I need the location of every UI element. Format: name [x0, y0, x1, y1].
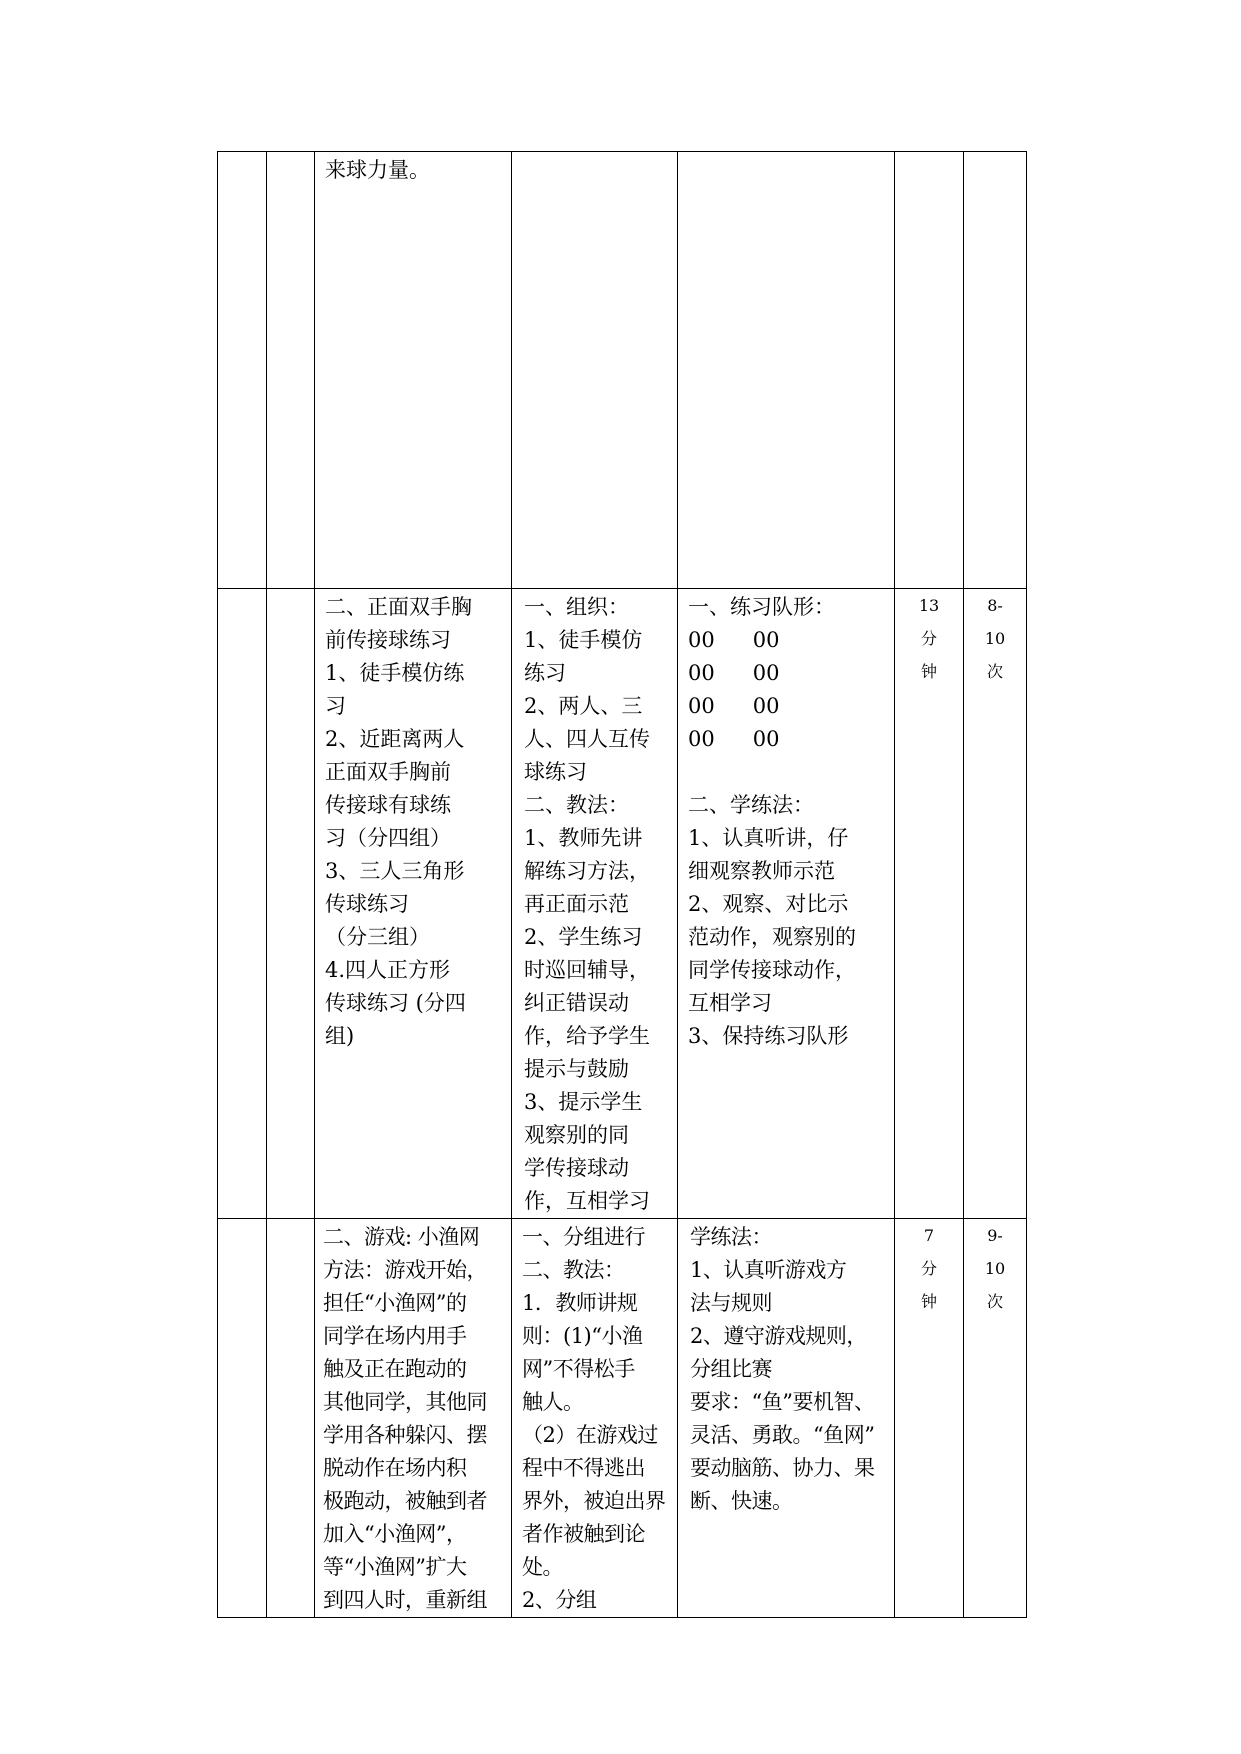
content-line: 传接球有球练 — [325, 793, 451, 817]
lesson-plan-table — [217, 151, 1027, 1618]
learning-line: 断、快速。 — [690, 1489, 793, 1513]
organization-line: 球练习 — [524, 760, 587, 784]
organization-line: 作，给予学生 — [524, 1024, 650, 1048]
content-line: 正面双手胸前 — [325, 760, 451, 784]
time-line: 分 — [920, 629, 937, 648]
organization-line: （2）在游戏过 — [522, 1423, 658, 1447]
organization-line: 界外，被迫出界 — [522, 1489, 666, 1513]
content-line: 学用各种躲闪、摆 — [323, 1423, 487, 1447]
organization-cell — [512, 589, 678, 1219]
organization-line: 再正面示范 — [524, 892, 629, 916]
count-line: 次 — [986, 662, 1003, 681]
section-cell — [218, 1219, 267, 1618]
formation-pair: 00 — [752, 628, 780, 652]
organization-line: 处。 — [522, 1555, 563, 1579]
learning-line: 要求：“鱼”要机智、 — [690, 1390, 875, 1414]
organization-line: 一、分组进行 — [522, 1225, 645, 1249]
learning-line: 灵活、勇敢。“鱼网” — [690, 1423, 875, 1447]
organization-line: 解练习方法， — [524, 859, 650, 883]
learning-line: 1、认真听讲，仔 — [688, 826, 849, 850]
time-cell — [895, 589, 964, 1219]
content-line: 等“小渔网”扩大 — [323, 1555, 467, 1579]
organization-cell — [512, 1219, 678, 1618]
content-line: 担任“小渔网”的 — [323, 1291, 467, 1315]
section-cell — [218, 152, 267, 589]
content-line: 组) — [325, 1024, 355, 1048]
count-line: 8- — [987, 596, 1003, 615]
learning-cell — [678, 589, 895, 1219]
content-line: 方法：游戏开始， — [323, 1258, 487, 1282]
organization-line: 2、学生练习 — [524, 925, 643, 949]
content-line: 二、游戏: 小渔网 — [323, 1225, 480, 1249]
time-cell — [895, 1219, 964, 1618]
content-line: 传球练习 (分四 — [325, 991, 466, 1015]
count-line: 10 — [984, 629, 1006, 648]
formation-row — [688, 624, 886, 657]
content-cell — [315, 1219, 512, 1618]
formation-pair: 00 — [688, 661, 715, 685]
learning-line: 互相学习 — [688, 991, 772, 1015]
subsection-cell — [267, 152, 315, 589]
organization-line: 1．教师讲规 — [522, 1291, 638, 1315]
time-line: 钟 — [920, 662, 937, 681]
organization-line: 2、分组 — [522, 1588, 597, 1612]
content-line: 1、徒手模仿练 — [325, 661, 465, 685]
content-line: 极跑动，被触到者 — [323, 1489, 487, 1513]
formation-row — [688, 657, 886, 690]
organization-line: 3、提示学生 — [524, 1090, 643, 1114]
organization-cell — [512, 152, 678, 589]
content-line: 来球力量。 — [325, 158, 430, 182]
content-line: （分三组） — [325, 925, 430, 949]
formation-pair: 00 — [688, 628, 715, 652]
section-cell — [218, 589, 267, 1219]
count-line: 次 — [986, 1292, 1003, 1311]
count-cell — [964, 1219, 1027, 1618]
content-line: 习（分四组） — [325, 826, 451, 850]
formation-pair: 00 — [752, 727, 780, 751]
content-line: 前传接球练习 — [325, 628, 451, 652]
subsection-cell — [267, 589, 315, 1219]
time-line: 钟 — [920, 1292, 937, 1311]
organization-line: 人、四人互传 — [524, 727, 650, 751]
learning-line: 2、观察、对比示 — [688, 892, 849, 916]
organization-line: 网”不得松手 — [522, 1357, 635, 1381]
learning-line: 3、保持练习队形 — [688, 1024, 849, 1048]
formation-pair: 00 — [688, 694, 715, 718]
content-line: 到四人时，重新组 — [323, 1588, 487, 1612]
organization-line: 观察别的同 — [524, 1123, 629, 1147]
content-cell — [315, 589, 512, 1219]
count-line: 10 — [984, 1259, 1006, 1278]
formation-row — [688, 723, 886, 756]
content-line: 4.四人正方形 — [325, 958, 451, 982]
organization-line: 者作被触到论 — [522, 1522, 645, 1546]
organization-line: 触人。 — [522, 1390, 584, 1414]
organization-line: 2、两人、三 — [524, 694, 643, 718]
count-cell — [964, 589, 1027, 1219]
learning-line: 法与规则 — [690, 1291, 772, 1315]
learning-cell — [678, 1219, 895, 1618]
learning-line: 二、学练法： — [688, 793, 814, 817]
time-line: 分 — [920, 1259, 937, 1278]
formation-pair: 00 — [688, 727, 715, 751]
table-row — [218, 152, 1027, 589]
count-cell — [964, 152, 1027, 589]
time-line: 13 — [918, 596, 940, 615]
table-row — [218, 1219, 1027, 1618]
learning-line: 学练法： — [690, 1225, 772, 1249]
content-line: 2、近距离两人 — [325, 727, 465, 751]
content-line: 3、三人三角形 — [325, 859, 465, 883]
organization-line: 1、徒手模仿 — [524, 628, 643, 652]
content-line: 传球练习 — [325, 892, 409, 916]
learning-line: 分组比赛 — [690, 1357, 772, 1381]
organization-line: 作，互相学习 — [524, 1189, 650, 1213]
content-cell — [315, 152, 512, 589]
formation-row — [688, 690, 886, 723]
organization-line: 二、教法： — [522, 1258, 625, 1282]
content-line: 脱动作在场内积 — [323, 1456, 467, 1480]
count-line: 9- — [987, 1226, 1003, 1245]
learning-line: 细观察教师示范 — [688, 859, 835, 883]
subsection-cell — [267, 1219, 315, 1618]
learning-line: 1、认真听游戏方 — [690, 1258, 847, 1282]
content-line: 其他同学，其他同 — [323, 1390, 487, 1414]
content-line: 同学在场内用手 — [323, 1324, 467, 1348]
organization-line: 学传接球动 — [524, 1156, 629, 1180]
learning-cell — [678, 152, 895, 589]
organization-line: 提示与鼓励 — [524, 1057, 629, 1081]
organization-line: 二、教法： — [524, 793, 629, 817]
formation-diagram — [688, 624, 886, 756]
learning-line: 2、遵守游戏规则， — [690, 1324, 867, 1348]
content-line: 触及正在跑动的 — [323, 1357, 467, 1381]
learning-line: 范动作，观察别的 — [688, 925, 856, 949]
organization-line: 则：(1)“小渔 — [522, 1324, 643, 1348]
content-line: 加入“小渔网”， — [323, 1522, 467, 1546]
formation-title: 一、练习队形： — [688, 595, 835, 619]
organization-line: 一、组织： — [524, 595, 629, 619]
table-row — [218, 589, 1027, 1219]
learning-line: 要动脑筋、协力、果 — [690, 1456, 875, 1480]
time-line: 7 — [923, 1226, 935, 1245]
organization-line: 时巡回辅导， — [524, 958, 650, 982]
content-line: 习 — [325, 694, 346, 718]
formation-pair: 00 — [752, 661, 780, 685]
learning-line: 同学传接球动作， — [688, 958, 856, 982]
organization-line: 程中不得逃出 — [522, 1456, 645, 1480]
organization-line: 练习 — [524, 661, 566, 685]
content-line: 二、正面双手胸 — [325, 595, 472, 619]
formation-pair: 00 — [752, 694, 780, 718]
organization-line: 1、教师先讲 — [524, 826, 643, 850]
organization-line: 纠正错误动 — [524, 991, 629, 1015]
time-cell — [895, 152, 964, 589]
